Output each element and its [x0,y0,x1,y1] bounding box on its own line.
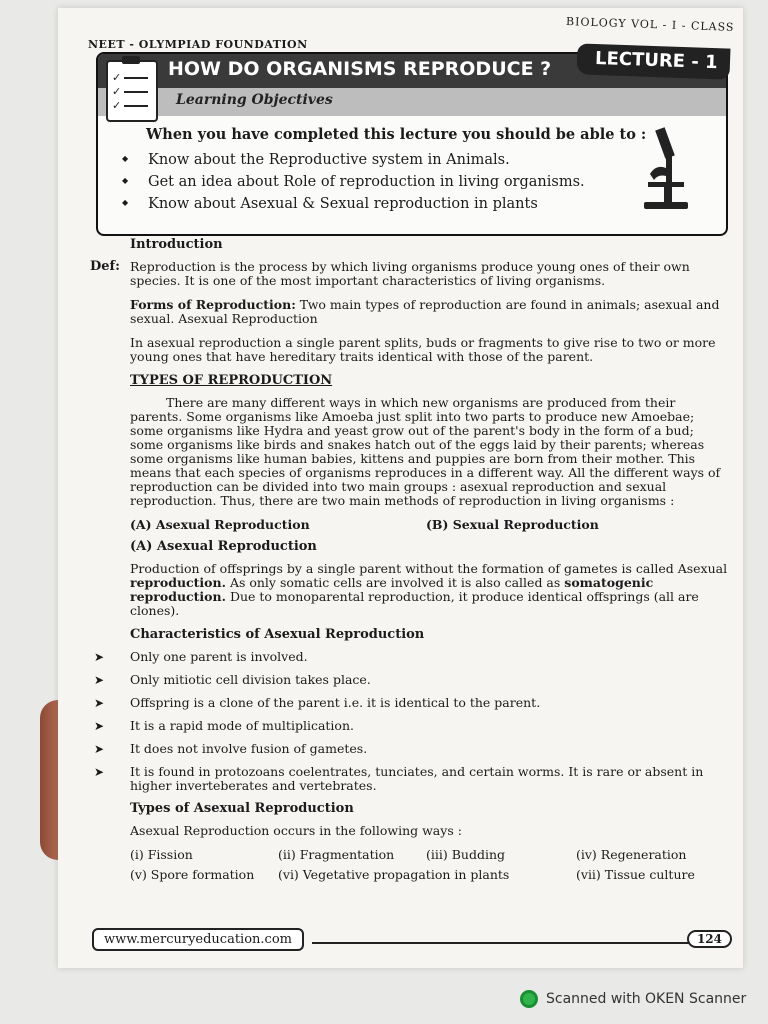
forms-label: Forms of Reproduction: [130,297,296,312]
forms-text: Two main types of reproduction are found in animals; asexual and sexual. Asexual Reproduction [130,297,720,326]
definition-block [90,259,730,288]
way-item: (i) Fission [130,847,193,862]
lecture-number-badge: LECTURE - 1 [577,43,731,79]
asexual-def-bold2: somatogenic reproduction. [130,575,654,604]
oken-scanner-logo-icon [520,990,538,1008]
method-asexual: (A) Asexual Reproduction [130,517,310,532]
characteristics-list [130,650,730,793]
header-left-title: NEET - OLYMPIAD FOUNDATION [88,38,308,51]
characteristic-item: ➤ Only one parent is involved. [130,650,730,664]
footer-website: www.mercuryeducation.com [92,928,304,951]
page-number: 124 [687,930,732,948]
document-page [58,8,743,968]
way-item: (iii) Budding [426,847,506,862]
forms-paragraph [130,298,730,326]
objective-item: ◆ Know about the Reproductive system in Animals. [122,152,585,168]
asexual-def-part1: Production of offsprings by a single parent without the formation of gametes is called Asexual [130,561,728,576]
objectives-lead: When you have completed this lecture you should be able to : [146,126,647,143]
lecture-banner [96,47,728,236]
characteristic-item: ➤ It is a rapid mode of multiplication. [130,719,730,733]
learning-objectives-bar [98,88,726,116]
asexual-def-part2: As only somatic cells are involved it is also called as [229,575,561,590]
lecture-title: HOW DO ORGANISMS REPRODUCE ? [168,58,552,80]
reproduction-methods [130,518,730,532]
lecture-content [90,237,730,882]
asexual-definition-paragraph [130,562,730,618]
scanner-watermark [520,990,746,1008]
asexual-def-part3: Due to monoparental reproduction, it produce identical offsprings (all are clones). [130,589,699,618]
characteristics-heading: Characteristics of Asexual Reproduction [130,627,425,642]
asexual-ways-grid [130,848,730,882]
asexual-intro-paragraph: In asexual reproduction a single parent splits, buds or fragments to give rise to two or more young ones that have hereditary traits identical with those of the parent. [130,335,716,364]
definition-label: Def: [90,259,120,274]
learning-objectives-label: Learning Objectives [176,92,333,108]
way-item: (v) Spore formation [130,867,255,882]
objective-item: ◆ Know about Asexual & Sexual reproduction in plants [122,196,585,212]
footer-divider [312,942,697,944]
intro-heading: Introduction [130,237,223,252]
characteristic-item: ➤ Only mitiotic cell division takes place. [130,673,730,687]
objectives-list [122,152,585,218]
way-item: (vi) Vegetative propagation in plants [278,867,510,882]
method-sexual: (B) Sexual Reproduction [426,517,599,532]
way-item: (vii) Tissue culture [576,867,695,882]
types-asexual-lead: Asexual Reproduction occurs in the following ways : [130,823,462,838]
definition-text: Reproduction is the process by which living organisms produce young ones of their own species. It is one of the most important characteristics of living organisms. [130,259,690,288]
types-paragraph: There are many different ways in which new organisms are produced from their parents. Some organisms like Amoeba just split into two parts to produce new Amoebae; some organisms like Hydra and yeast grow out of the parent's body in the form of a bud; some organisms like birds and snakes hatch out of the eggs laid by their parents; whereas some organisms like human babies, kittens and puppies are born from their mother. This means that each species of organisms reproduces in a different way. All the different ways of reproduction can be divided into two main groups : asexual reproduction and sexual reproduction. Thus, there are two main methods of reproduction in living organisms : [130,395,721,508]
types-asexual-heading: Types of Asexual Reproduction [130,801,354,816]
scanner-watermark-text: Scanned with OKEN Scanner [546,991,747,1007]
objective-item: ◆ Get an idea about Role of reproduction in living organisms. [122,174,585,190]
characteristic-item: ➤ It does not involve fusion of gametes. [130,742,730,756]
way-item: (ii) Fragmentation [278,847,395,862]
header-right-title: BIOLOGY VOL - I - CLASS [566,15,736,34]
asexual-section-heading: (A) Asexual Reproduction [130,539,317,554]
characteristic-item: ➤ It is found in protozoans coelentrates, tunciates, and certain worms. It is rare or absent in higher inverteberates and vertebrates. [130,765,730,793]
way-item: (iv) Regeneration [576,847,687,862]
characteristic-item: ➤ Offspring is a clone of the parent i.e. it is identical to the parent. [130,696,730,710]
types-of-reproduction-heading: TYPES OF REPRODUCTION [130,373,333,388]
page-footer [92,928,732,956]
asexual-def-bold1: reproduction. [130,575,226,590]
microscope-icon [636,124,696,214]
checklist-clipboard-icon: ✓ ✓ ✓ [106,60,158,122]
